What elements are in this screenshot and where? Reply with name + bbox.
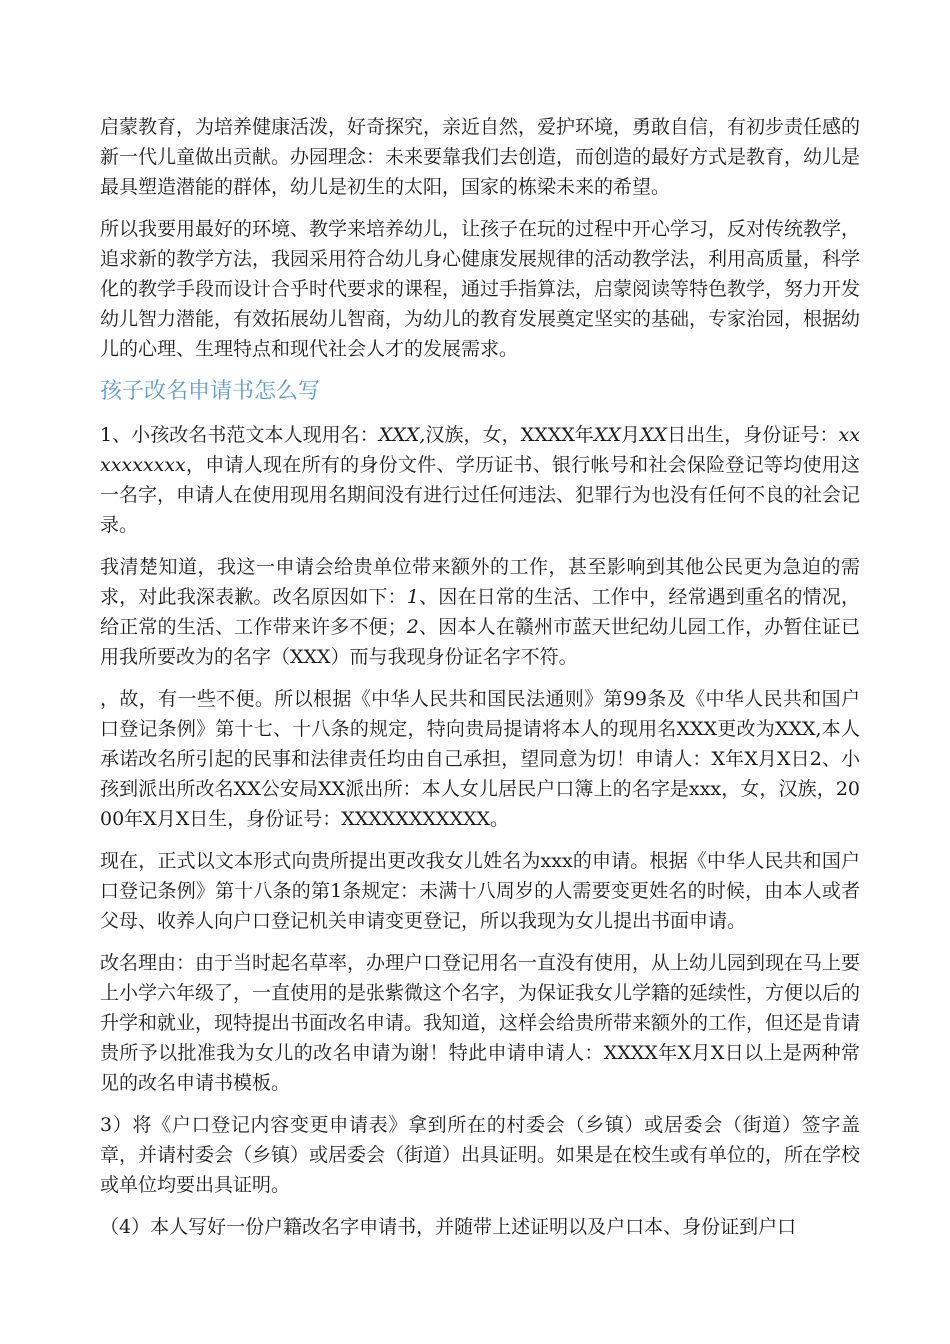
- paragraph-reasons: [100, 552, 860, 672]
- paragraph-step-3: 3）将《户口登记内容变更申请表》拿到所在的村委会（乡镇）或居委会（街道）签字盖章，并请村委会（乡镇）或居委会（街道）出具证明。如果是在校生或有单位的，所在学校或单位均要出具证明。: [100, 1114, 861, 1196]
- text-run: 1、小孩改名书范文本人现用名：: [100, 424, 379, 446]
- text-run-italic: XX: [593, 424, 621, 446]
- paragraph-legal-basis: ，故，有一些不便。所以根据《中华人民共和国民法通则》第99条及《中华人民共和国户口登记条例》第十七、十八条的规定，特向贵局提请将本人的现用名XXX更改为XXX,本人承诺改名所引起的民事和法律责任均由自己承担，望同意为切！申请人：X年X月X日2、小孩到派出所改名XX公安局XX派出所：本人女儿居民户口簿上的名字是xxx，女，汉族，2000年X月X日生，身份证号：XXXXXXXXXXX。: [100, 688, 860, 830]
- paragraph-formal-request: 现在，正式以文本形式向贵所提出更改我女儿姓名为xxx的申请。根据《中华人民共和国户口登记条例》第十八条的第1条规定：未满十八周岁的人需要变更姓名的时候，由本人或者父母、收养人向户口登记机关申请变更登记，所以我现为女儿提出书面申请。: [100, 850, 860, 932]
- paragraph-intro-2: 所以我要用最好的环境、教学来培养幼儿，让孩子在玩的过程中开心学习，反对传统教学，追求新的教学方法，我园采用符合幼儿身心健康发展规律的活动教学法，利用高质量，科学化的教学手段而设计合乎时代要求的课程，通过手指算法，启蒙阅读等特色教学，努力开发幼儿智力潜能，有效拓展幼儿智商，为幼儿的教育发展奠定坚实的基础，专家治园，根据幼儿的心理、生理特点和现代社会人才的发展需求。: [100, 218, 861, 360]
- text-run-italic: xxxxxxxxxx: [100, 424, 860, 476]
- text-run: 、因在日常的生活、工作中，经常遇到重名的情况，给正常的生活、工作带来许多不便；: [100, 586, 860, 638]
- text-run: ，申请人现在所有的身份文件、学历证书、银行帐号和社会保险登记等均使用这一名字，申请人在使用现用名期间没有进行过任何违法、犯罪行为也没有任何不良的社会记录。: [100, 454, 861, 536]
- document-page: [100, 112, 860, 1254]
- text-run-italic: 1: [406, 586, 419, 608]
- text-run: 、因本人在赣州市蓝天世纪幼儿园工作，办暂住证已用我所要改为的名字（XXX）而与我现身份证名字不符。: [100, 616, 860, 668]
- text-run: 汉族，女，XXXX年: [425, 424, 594, 446]
- text-run-italic: 2: [406, 616, 419, 638]
- text-run: 我清楚知道，我这一申请会给贵单位带来额外的工作，甚至影响到其他公民更为急迫的需求，对此我深表歉。改名原因如下：: [100, 556, 860, 608]
- paragraph-step-4: （4）本人写好一份户籍改名字申请书，并随带上述证明以及户口本、身份证到户口: [100, 1216, 797, 1238]
- text-run-italic: XXX,: [378, 424, 426, 446]
- text-run: 日出生，身份证号：: [667, 424, 839, 446]
- text-run: 月: [620, 424, 641, 446]
- section-heading: 孩子改名申请书怎么写: [100, 379, 321, 404]
- text-run-italic: XX: [640, 424, 668, 446]
- paragraph-intro-1: 启蒙教育，为培养健康活泼，好奇探究，亲近自然，爱护环境，勇敢自信，有初步责任感的新一代儿童做出贡献。办园理念：未来要靠我们去创造，而创造的最好方式是教育，幼儿是最具塑造潜能的群体，幼儿是初生的太阳，国家的栋梁未来的希望。: [100, 116, 861, 198]
- paragraph-rename-reason: 改名理由：由于当时起名草率，办理户口登记用名一直没有使用，从上幼儿园到现在马上要上小学六年级了，一直使用的是张紫微这个名字，为保证我女儿学籍的延续性，方便以后的升学和就业，现特提出书面改名申请。我知道，这样会给贵所带来额外的工作，但还是肯请贵所予以批准我为女儿的改名申请为谢！特此申请申请人：XXXX年X月X日以上是两种常见的改名申请书模板。: [100, 952, 861, 1094]
- paragraph-sample-1: [100, 420, 860, 540]
